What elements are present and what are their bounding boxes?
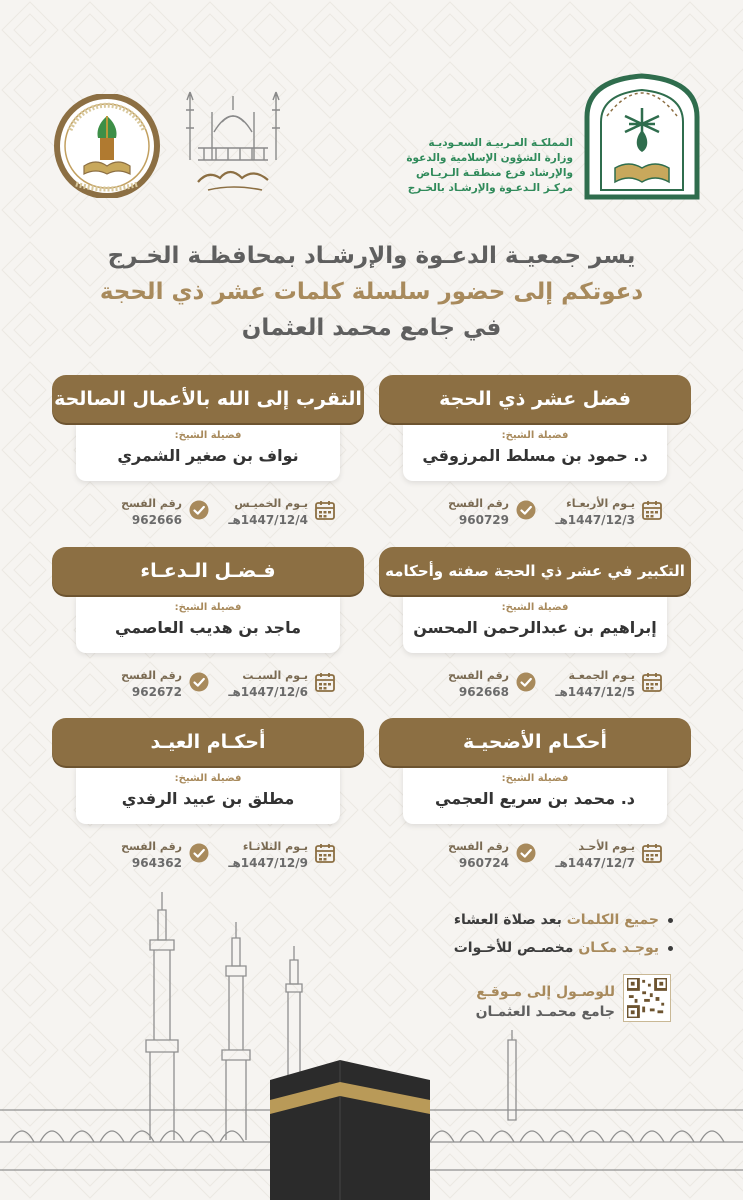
qr-code[interactable] bbox=[623, 974, 671, 1022]
lecture-card bbox=[379, 547, 691, 709]
lecture-title: أحكـام العيـد bbox=[52, 718, 364, 766]
date-info bbox=[206, 663, 336, 709]
speaker-name: ماجد بن هديب العاصمي bbox=[115, 618, 301, 637]
lecture-meta bbox=[379, 834, 691, 880]
qr-caption-line-1: للوصـول إلى مـوقـع bbox=[476, 984, 615, 1000]
speaker-prefix: فضيلة الشيخ: bbox=[174, 602, 242, 613]
calendar-icon bbox=[641, 842, 663, 864]
ministry-line: وزارة الشؤون الإسلامية والدعوة bbox=[406, 152, 573, 164]
date-info bbox=[533, 834, 663, 880]
date-value: 1447/12/7هـ bbox=[555, 856, 635, 870]
lecture-card bbox=[52, 718, 364, 880]
note-item bbox=[454, 934, 673, 962]
calendar-icon bbox=[314, 842, 336, 864]
permit-number: 962666 bbox=[131, 513, 182, 527]
day-label: يـوم الخميـس bbox=[234, 497, 308, 510]
intro-block bbox=[40, 238, 703, 346]
lecture-title: التقرب إلى الله بالأعمال الصالحة bbox=[52, 375, 364, 423]
permit-number: 962672 bbox=[131, 685, 182, 699]
lecture-card bbox=[379, 375, 691, 537]
day-label: يـوم الأحـد bbox=[578, 840, 635, 853]
notes-list bbox=[454, 906, 673, 962]
date-value: 1447/12/9هـ bbox=[228, 856, 308, 870]
permit-label: رقم الفسح bbox=[448, 669, 509, 682]
permit-label: رقم الفسح bbox=[121, 497, 182, 510]
date-info bbox=[206, 491, 336, 537]
date-value: 1447/12/4هـ bbox=[228, 513, 308, 527]
permit-label: رقم الفسح bbox=[448, 840, 509, 853]
lecture-card bbox=[52, 547, 364, 709]
note-item bbox=[454, 906, 673, 934]
lecture-meta bbox=[379, 663, 691, 709]
calendar-icon bbox=[314, 671, 336, 693]
date-info bbox=[206, 834, 336, 880]
speaker-name: د. حمود بن مسلط المرزوقي bbox=[422, 446, 648, 465]
lecture-card bbox=[52, 375, 364, 537]
check-badge-icon bbox=[188, 499, 210, 521]
permit-info bbox=[80, 491, 210, 537]
speaker-box bbox=[403, 423, 667, 481]
lecture-meta bbox=[379, 491, 691, 537]
permit-label: رقم الفسح bbox=[121, 840, 182, 853]
day-label: يـوم السبـت bbox=[242, 669, 308, 682]
speaker-box bbox=[76, 423, 340, 481]
note-text: بعد صلاة العشاء bbox=[453, 912, 567, 928]
permit-number: 962668 bbox=[458, 685, 509, 699]
lecture-meta bbox=[52, 834, 364, 880]
speaker-prefix: فضيلة الشيخ: bbox=[174, 773, 242, 784]
lecture-title: التكبير في عشر ذي الحجة صفته وأحكامه bbox=[379, 547, 691, 595]
permit-info bbox=[80, 834, 210, 880]
permit-label: رقم الفسح bbox=[121, 669, 182, 682]
ministry-line: والإرشاد فرع منطقـة الـريـاض bbox=[416, 167, 573, 179]
date-info bbox=[533, 663, 663, 709]
qr-caption-line-2: جامع محمـد العثمـان bbox=[475, 1004, 615, 1020]
speaker-prefix: فضيلة الشيخ: bbox=[501, 773, 569, 784]
lecture-meta bbox=[52, 663, 364, 709]
qr-caption bbox=[476, 982, 615, 1022]
speaker-box bbox=[76, 766, 340, 824]
speaker-name: إبراهيم بن عبدالرحمن المحسن bbox=[413, 618, 657, 637]
permit-number: 960724 bbox=[458, 856, 509, 870]
check-badge-icon bbox=[188, 842, 210, 864]
permit-info bbox=[407, 663, 537, 709]
lecture-title: فـضـل الـدعـاء bbox=[52, 547, 364, 595]
permit-info bbox=[407, 834, 537, 880]
lecture-title: فضل عشر ذي الحجة bbox=[379, 375, 691, 423]
speaker-prefix: فضيلة الشيخ: bbox=[501, 602, 569, 613]
check-badge-icon bbox=[515, 671, 537, 693]
speaker-name: مطلق بن عبيد الرفدي bbox=[121, 789, 295, 808]
note-highlight: يوجـد مكـان bbox=[578, 940, 659, 956]
permit-number: 960729 bbox=[458, 513, 509, 527]
permit-number: 964362 bbox=[131, 856, 182, 870]
speaker-prefix: فضيلة الشيخ: bbox=[174, 430, 242, 441]
calendar-icon bbox=[641, 671, 663, 693]
calendar-icon bbox=[314, 499, 336, 521]
day-label: يـوم الأربعـاء bbox=[566, 497, 635, 510]
speaker-box bbox=[403, 595, 667, 653]
mosque-logo bbox=[178, 70, 288, 198]
ministry-text-block bbox=[363, 136, 573, 196]
check-badge-icon bbox=[515, 842, 537, 864]
lecture-card bbox=[379, 718, 691, 880]
speaker-box bbox=[76, 595, 340, 653]
intro-line-3: في جامع محمد العثمان bbox=[241, 315, 502, 341]
date-value: 1447/12/3هـ bbox=[555, 513, 635, 527]
day-label: يـوم الثلاثـاء bbox=[242, 840, 308, 853]
lecture-title: أحكـام الأضحيـة bbox=[379, 718, 691, 766]
calendar-icon bbox=[641, 499, 663, 521]
permit-label: رقم الفسح bbox=[448, 497, 509, 510]
check-badge-icon bbox=[188, 671, 210, 693]
note-highlight: جميع الكلمات bbox=[566, 912, 659, 928]
permit-info bbox=[80, 663, 210, 709]
ministry-logo bbox=[567, 72, 717, 202]
speaker-prefix: فضيلة الشيخ: bbox=[501, 430, 569, 441]
date-info bbox=[533, 491, 663, 537]
speaker-box bbox=[403, 766, 667, 824]
speaker-name: نواف بن صغير الشمري bbox=[117, 446, 299, 465]
ministry-line: مركـز الـدعـوة والإرشـاد بالخـرج bbox=[407, 182, 573, 194]
day-label: يـوم الجمعـة bbox=[568, 669, 635, 682]
date-value: 1447/12/6هـ bbox=[228, 685, 308, 699]
intro-line-2: دعوتكم إلى حضور سلسلة كلمات عشر ذي الحجة bbox=[99, 279, 644, 305]
check-badge-icon bbox=[515, 499, 537, 521]
association-logo bbox=[48, 94, 166, 198]
intro-line-1: يسر جمعيـة الدعـوة والإرشـاد بمحافظـة الخـرج bbox=[107, 243, 636, 269]
lecture-meta bbox=[52, 491, 364, 537]
note-text: مخصـص للأخـوات bbox=[453, 940, 579, 956]
date-value: 1447/12/5هـ bbox=[555, 685, 635, 699]
ministry-line: المملكـة العـربيـة السعـوديـة bbox=[428, 137, 573, 149]
speaker-name: د. محمد بن سريع العجمي bbox=[435, 789, 635, 808]
permit-info bbox=[407, 491, 537, 537]
